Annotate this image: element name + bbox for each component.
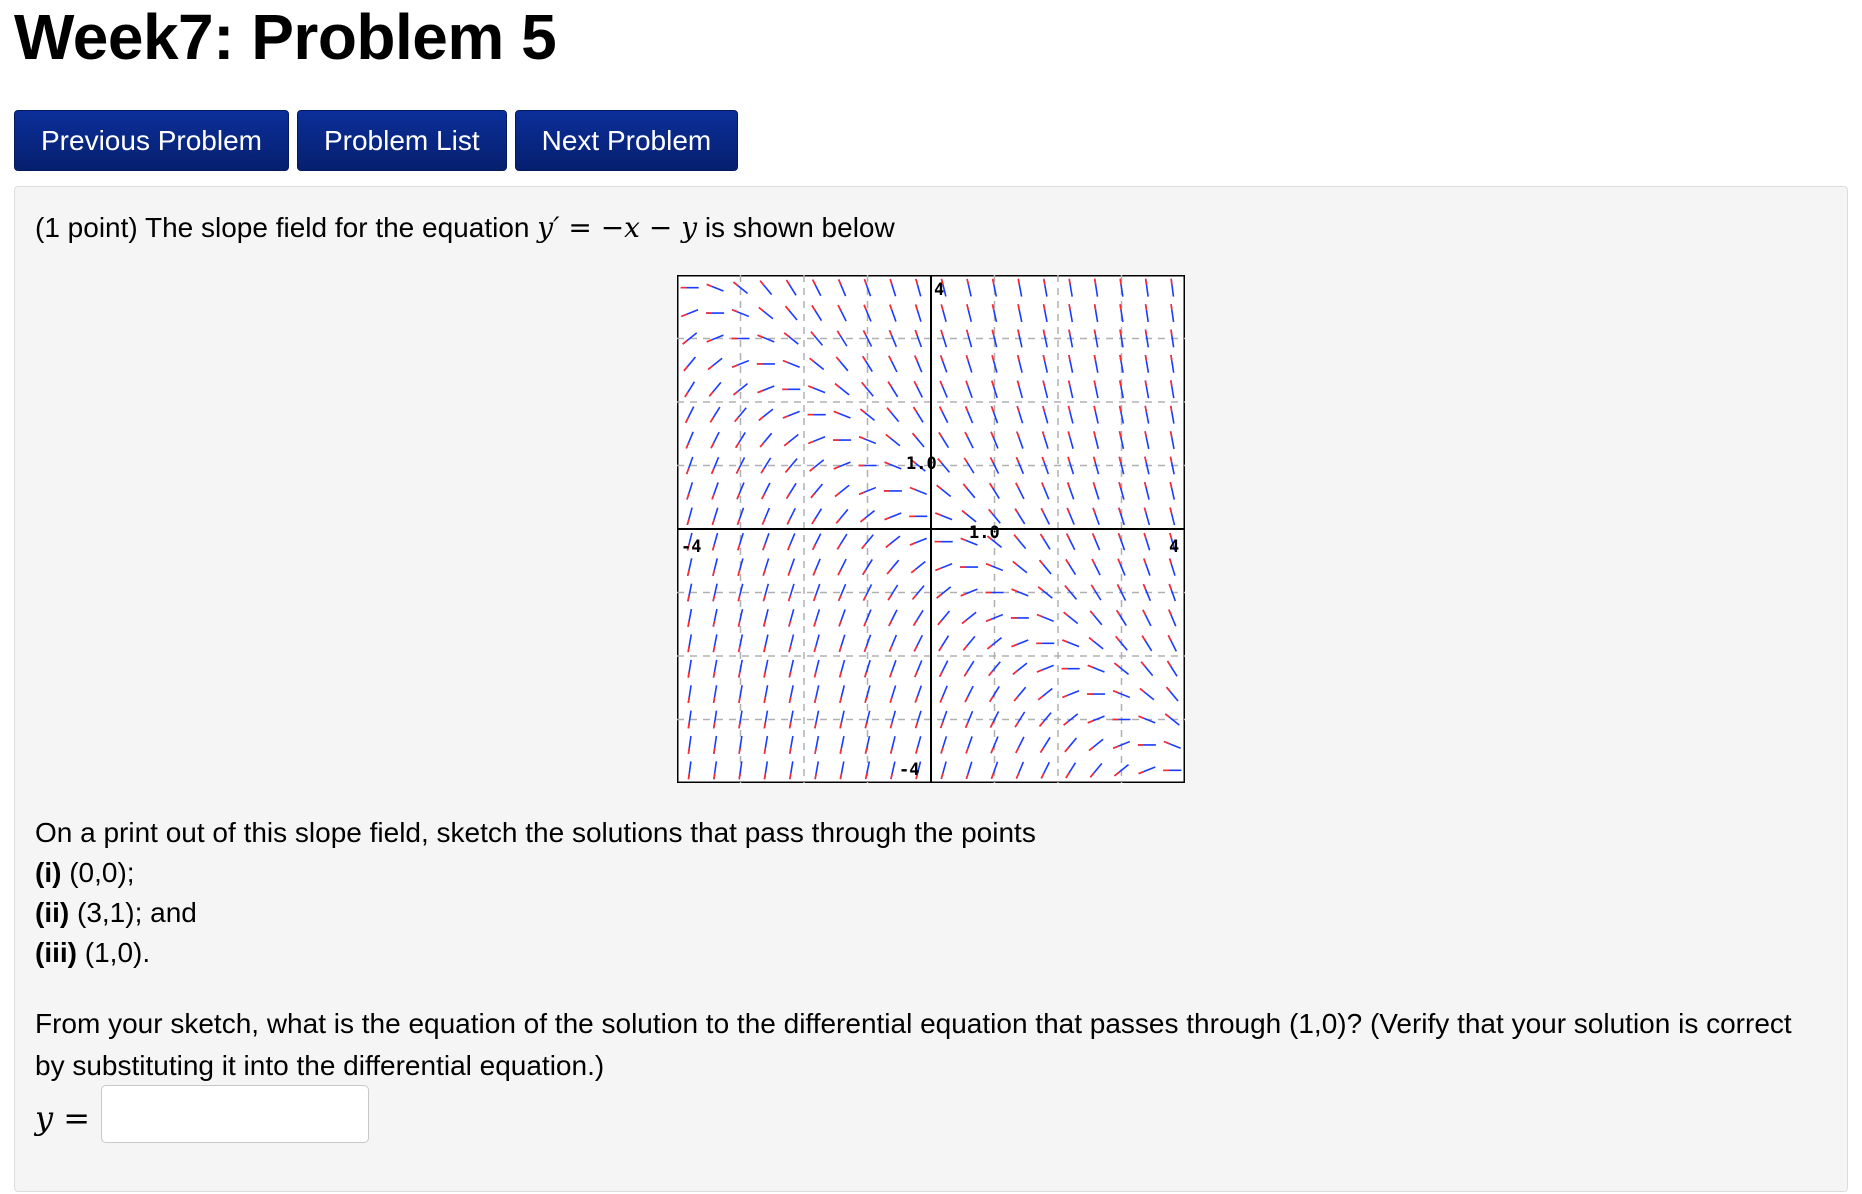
point-text: (0,0);	[61, 857, 135, 888]
slope-segment-tail	[688, 646, 689, 652]
slope-segment-tail	[688, 697, 689, 703]
instruction-text: On a print out of this slope field, sketch the solutions that pass through the points	[35, 817, 1036, 848]
slope-segment-tail	[1044, 279, 1045, 285]
slope-segment-tail	[739, 672, 740, 678]
point-item	[35, 937, 150, 969]
slope-segment-tail	[688, 672, 689, 678]
slope-segment-tail	[1171, 330, 1172, 336]
slope-segment-tail	[1146, 279, 1147, 285]
slope-segment-tail	[790, 773, 791, 779]
slope-segment-tail	[1171, 279, 1172, 285]
point-text: (1,0).	[77, 937, 151, 968]
slope-segment-tail	[765, 773, 766, 779]
slope-segment-tail	[1145, 380, 1146, 386]
answer-label: y =	[35, 1099, 91, 1137]
slope-segment-tail	[1069, 330, 1070, 336]
equation-equals: =	[559, 211, 601, 244]
slope-segment-tail	[1095, 304, 1096, 310]
slope-segment-tail	[1018, 279, 1019, 285]
slope-segment-tail	[688, 748, 689, 754]
question-text: From your sketch, what is the equation of the solution to the differential equation that passes through (1,0)? (Verify that your solution is correct by substituting it into the differential equation.)	[35, 1008, 1792, 1081]
slope-segment-tail	[1120, 330, 1121, 336]
slope-segment-tail	[1120, 304, 1121, 310]
slope-segment-tail	[1171, 431, 1172, 437]
slope-segment-tail	[739, 773, 740, 779]
slope-segment-tail	[1120, 355, 1121, 361]
slope-segment-tail	[688, 723, 689, 729]
previous-problem-button[interactable]: Previous Problem	[14, 110, 289, 171]
slope-segment-tail	[1146, 330, 1147, 336]
slope-segment-tail	[1044, 304, 1045, 310]
y-max-label: 4	[934, 280, 945, 300]
slope-field-figure	[677, 275, 1185, 783]
slope-segment-tail	[739, 723, 740, 729]
point-label: (ii)	[35, 897, 70, 928]
problem-intro	[35, 211, 895, 244]
answer-input[interactable]	[101, 1085, 369, 1143]
slope-segment-tail	[1145, 406, 1146, 412]
slope-segment-tail	[714, 697, 715, 703]
slope-segment-tail	[790, 748, 791, 754]
page-title: Week7: Problem 5	[14, 1, 557, 73]
slope-segment-tail	[764, 748, 765, 754]
point-item	[35, 897, 197, 929]
slope-segment-tail	[739, 748, 740, 754]
x-min-label: -4	[681, 537, 702, 557]
slope-segment-tail	[714, 748, 715, 754]
slope-segment-tail	[1171, 355, 1172, 361]
problem-body	[14, 186, 1848, 1192]
slope-segment-tail	[1146, 304, 1147, 310]
equation-lhs: y′	[537, 211, 560, 244]
slope-segment-tail	[1171, 380, 1172, 386]
slope-segment-tail	[840, 773, 841, 779]
slope-segment-tail	[1171, 304, 1172, 310]
problem-list-button[interactable]: Problem List	[297, 110, 507, 171]
point-label: (iii)	[35, 937, 77, 968]
slope-segment-tail	[764, 697, 765, 703]
equation-rhs: −x − y	[600, 211, 698, 244]
slope-segment-tail	[815, 773, 816, 779]
slope-segment-tail	[1094, 355, 1095, 361]
slope-segment-tail	[714, 723, 715, 729]
point-item	[35, 857, 135, 889]
x-max-label: 4	[1169, 537, 1180, 557]
slope-segment-tail	[1120, 279, 1121, 285]
point-text: (3,1); and	[69, 897, 197, 928]
slope-segment-tail	[1095, 279, 1096, 285]
point-label: (i)	[35, 857, 62, 888]
slope-segment-tail	[713, 646, 714, 652]
slope-segment-tail	[1069, 279, 1070, 285]
slope-segment-tail	[688, 621, 689, 627]
y-min-label: -4	[899, 760, 920, 780]
next-problem-button[interactable]: Next Problem	[515, 110, 739, 171]
slope-segment-tail	[1120, 380, 1121, 386]
slope-segment-tail	[1171, 406, 1172, 412]
slope-field-plot	[677, 275, 1185, 783]
slope-segment-tail	[739, 697, 740, 703]
intro-prefix: (1 point) The slope field for the equation	[35, 212, 538, 243]
slope-segment-tail	[714, 672, 715, 678]
annotation-x-one: 1.0	[969, 523, 1000, 543]
intro-suffix: is shown below	[697, 212, 895, 243]
slope-segment-tail	[1145, 355, 1146, 361]
slope-segment-tail	[790, 723, 791, 729]
slope-segment-tail	[714, 773, 715, 779]
problem-navigation	[14, 110, 738, 171]
slope-segment-tail	[815, 748, 816, 754]
slope-segment-tail	[764, 723, 765, 729]
slope-segment-tail	[1095, 330, 1096, 336]
annotation-y-one: 1.0	[906, 454, 937, 474]
slope-segment-tail	[1069, 304, 1070, 310]
slope-segment-tail	[689, 773, 690, 779]
